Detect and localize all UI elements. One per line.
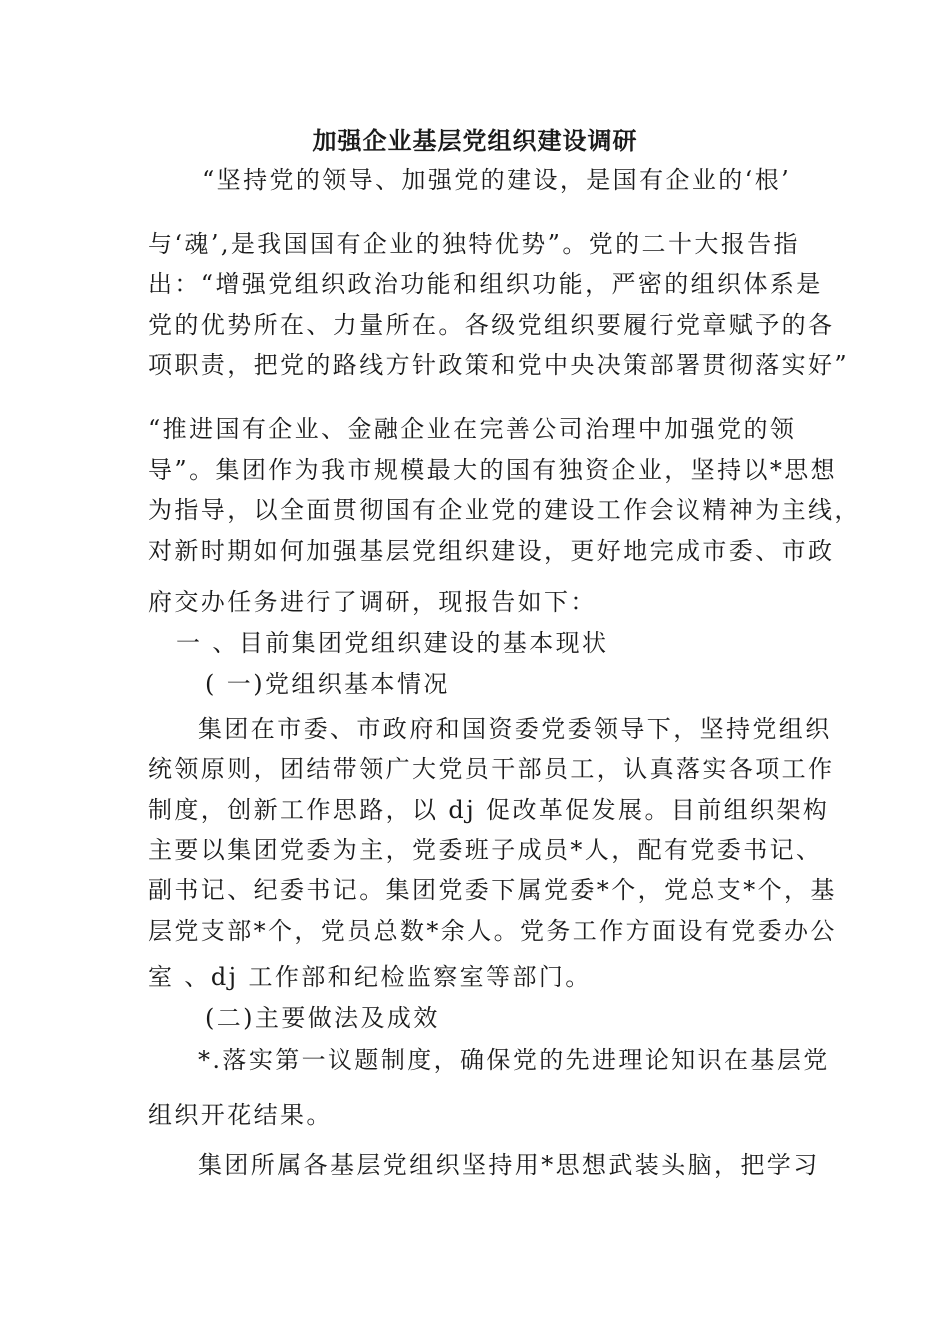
- paragraph-line: 层党支部*个，党员总数*余人。党务工作方面设有党委办公: [148, 917, 837, 945]
- paragraph-line: 制度，创新工作思路，以 dj 促改革促发展。目前组织架构: [148, 796, 830, 824]
- paragraph-line: 统领原则，团结带领广大党员干部员工，认真落实各项工作: [148, 755, 835, 783]
- section-heading: 一 、目前集团党组织建设的基本现状: [176, 629, 609, 657]
- subsection-heading: ( 一)党组织基本情况: [205, 670, 450, 698]
- paragraph-line: “推进国有企业、金融企业在完善公司治理中加强党的领: [148, 415, 797, 443]
- paragraph-line: “坚持党的领导、加强党的建设，是国有企业的‘根’: [202, 166, 792, 194]
- paragraph-line: 为指导，以全面贯彻国有企业党的建设工作会议精神为主线，: [148, 496, 861, 524]
- subsection-heading: (二)主要做法及成效: [205, 1004, 440, 1032]
- document-title: 加强企业基层党组织建设调研: [312, 126, 638, 155]
- paragraph-line: 组织开花结果。: [148, 1101, 333, 1129]
- paragraph-line: 副书记、纪委书记。集团党委下属党委*个，党总支*个，基: [148, 876, 837, 904]
- paragraph-line: 室 、dj 工作部和纪检监察室等部门。: [148, 963, 592, 991]
- paragraph-line: 对新时期如何加强基层党组织建设，更好地完成市委、市政: [148, 537, 835, 565]
- paragraph-line: 导”。集团作为我市规模最大的国有独资企业，坚持以*思想: [148, 456, 838, 484]
- paragraph-line: 集团所属各基层党组织坚持用*思想武装头脑，把学习: [198, 1151, 820, 1179]
- paragraph-line: 出：“增强党组织政治功能和组织功能，严密的组织体系是: [148, 270, 823, 298]
- paragraph-line: 与‘魂’,是我国国有企业的独特优势”。党的二十大报告指: [148, 230, 800, 258]
- paragraph-line: 府交办任务进行了调研，现报告如下：: [148, 588, 597, 616]
- paragraph-line: 集团在市委、市政府和国资委党委领导下，坚持党组织: [198, 715, 832, 743]
- paragraph-line: 主要以集团党委为主，党委班子成员*人，配有党委书记、: [148, 836, 823, 864]
- paragraph-line: 项职责，把党的路线方针政策和党中央决策部署贯彻落实好”: [148, 351, 850, 379]
- paragraph-line: 党的优势所在、力量所在。各级党组织要履行党章赋予的各: [148, 311, 835, 339]
- paragraph-line: *.落实第一议题制度，确保党的先进理论知识在基层党: [198, 1046, 830, 1074]
